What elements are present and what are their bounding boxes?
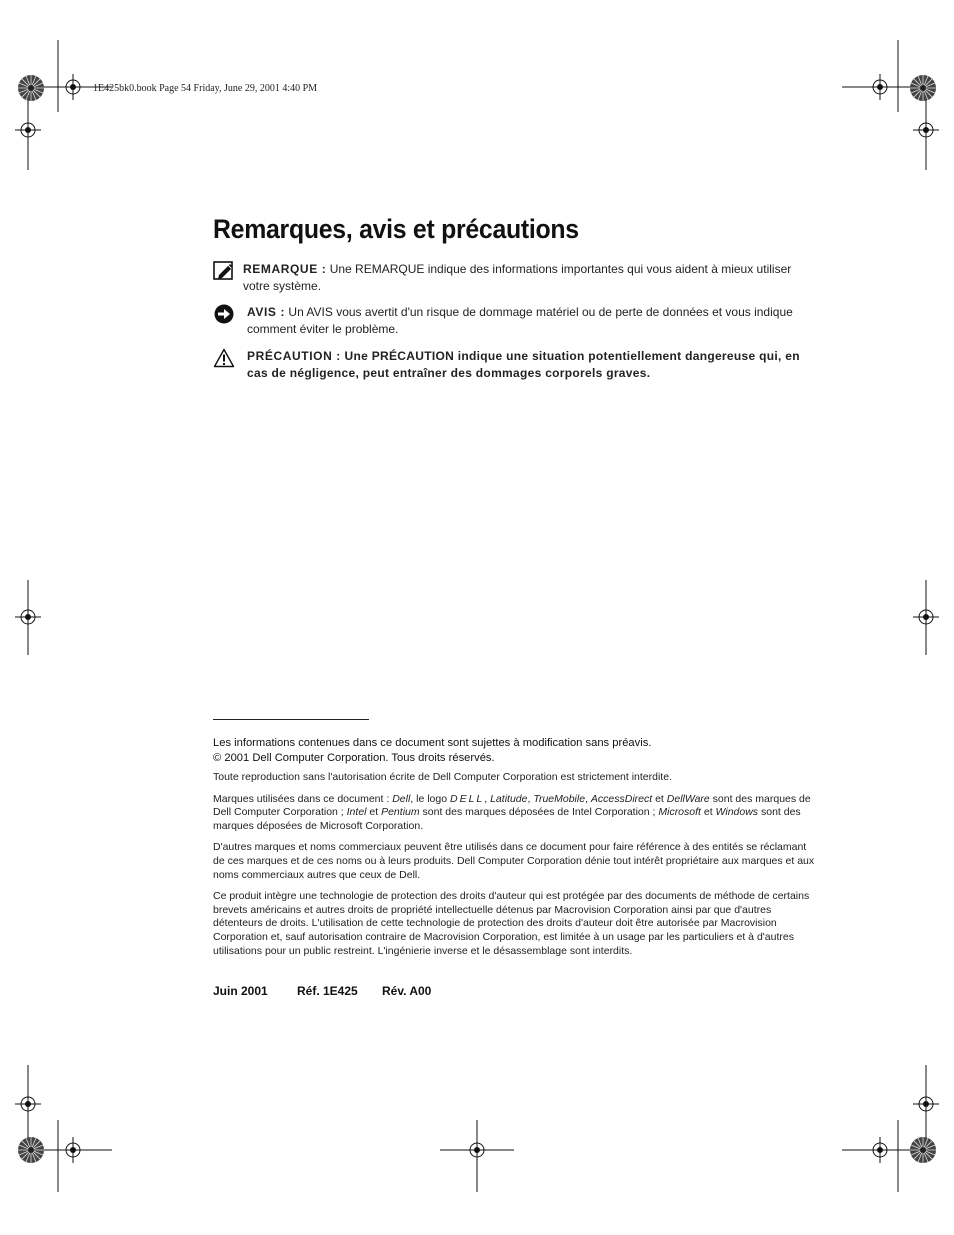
tm-text: sont des marques déposées de Microsoft Corporation.: [213, 806, 801, 832]
tm-text: , le logo: [410, 792, 450, 805]
print-slug: 1E425bk0.book Page 54 Friday, June 29, 2001 4:40 PM: [93, 83, 318, 94]
tm-accessdirect: AccessDirect: [590, 792, 653, 805]
tm-truemobile: TrueMobile: [533, 792, 586, 805]
pencil-note-icon: [213, 261, 235, 281]
tm-dell: Dell: [392, 792, 411, 805]
ref-date: Juin 2001: [213, 984, 268, 998]
tm-text: ,: [527, 792, 534, 805]
tm-text: et: [700, 806, 716, 819]
note-label: REMARQUE :: [243, 262, 327, 276]
legal-trademarks: [213, 793, 817, 834]
tm-latitude: Latitude: [490, 792, 528, 805]
tm-text: ,: [484, 792, 491, 805]
legal-intro: [213, 736, 817, 765]
tm-microsoft: Microsoft: [658, 806, 701, 819]
note-precaution: [213, 348, 813, 382]
tm-dellware: DellWare: [666, 792, 710, 805]
copyright: © 2001 Dell Computer Corporation. Tous droits réservés.: [213, 751, 495, 764]
note-label: AVIS :: [247, 305, 286, 319]
tm-text: Marques utilisées dans ce document :: [213, 792, 393, 805]
tm-windows: Windows: [715, 806, 759, 819]
note-text: Un AVIS vous avertit d'un risque de dommage matériel ou de perte de données et vous indique comment éviter le problème.: [247, 305, 793, 336]
note-text: Une REMARQUE indique des informations importantes qui vous aident à mieux utiliser votre système.: [243, 262, 792, 293]
ref-number: Réf. 1E425: [297, 984, 358, 998]
tm-text: sont des marques déposées de Intel Corporation ;: [419, 806, 659, 819]
legal-notice: [213, 736, 817, 966]
note-avis: [213, 304, 813, 338]
crop-lines: [28, 40, 926, 1192]
tm-text: et: [652, 792, 667, 805]
page-title: Remarques, avis et précautions: [213, 214, 579, 244]
arrow-circle-icon: [213, 304, 235, 324]
tm-intel: Intel: [346, 806, 367, 819]
document-references: [213, 984, 431, 998]
note-text: Une PRÉCAUTION indique une situation potentiellement dangereuse qui, en cas de négligence, peut entraîner des dommages corporels graves.: [247, 349, 800, 380]
note-remarque: [213, 261, 813, 295]
note-label: PRÉCAUTION :: [247, 349, 341, 363]
tm-text: ,: [585, 792, 591, 805]
warning-triangle-icon: [213, 348, 235, 368]
legal-macrovision: Ce produit intègre une technologie de protection des droits d'auteur qui est protégée par des documents de méthode de certains brevets américains et autres droits de propriété intellectuelle détenus par Macrovision Corporation ainsi par que d'autres détenteurs de droits. L'utilisation de cette technologie de protection des droits d'auteur doit être autorisée par Macrovision Corporation et, sauf autorisation contraire de Macrovision Corporation, est limitée à un usage par les particuliers et à d'autres utilisations pour un public restreint. L'ingénierie inverse et le désassemblage sont interdits.: [213, 890, 810, 957]
ref-revision: Rév. A00: [382, 984, 432, 998]
legal-other-marks: D'autres marques et noms commerciaux peuvent être utilisés dans ce document pour faire référence à des entités se réclamant de ces marques et de ces noms ou à leurs produits. Dell Computer Corporation dénie tout intérêt propriétaire aux marques et aux noms commerciaux autres que ceux de Dell.: [213, 841, 815, 881]
tm-pentium: Pentium: [381, 806, 420, 819]
tm-text: sont des marques de Dell Computer Corporation ;: [213, 792, 811, 819]
legal-reproduction: Toute reproduction sans l'autorisation écrite de Dell Computer Corporation est strictement interdite.: [213, 771, 672, 783]
tm-dell-logo: DELL: [449, 792, 485, 805]
tm-text: et: [366, 806, 382, 819]
legal-line-1: Les informations contenues dans ce document sont sujettes à modification sans préavis.: [213, 737, 652, 749]
footnote-rule: [213, 719, 369, 720]
